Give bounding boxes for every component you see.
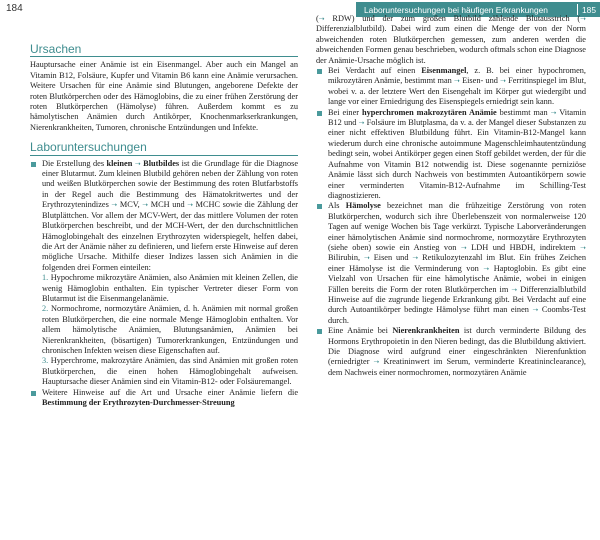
left-page-number: 184 (6, 3, 23, 14)
heading-ursachen: Ursachen (30, 42, 82, 56)
reference-arrow-icon: ➝ (454, 77, 460, 86)
reference-arrow-icon: ➝ (550, 108, 557, 117)
reference-arrow-icon: ➝ (500, 77, 506, 86)
reference-arrow-icon: ➝ (318, 15, 325, 23)
reference-arrow-icon: ➝ (532, 306, 539, 315)
reference-arrow-icon: ➝ (358, 119, 365, 128)
bullet-square-icon (31, 391, 36, 396)
right-column (316, 14, 586, 378)
bullet-haemolyse: Als Hämolyse bezeichnet man die frühzeitige Zerstörung von roten Blutkörperchen, wodurch sich ihre Überlebenszeit von normalerweise 120 Tagen auf wenige Wochen bis Tage verkürzt. Typische Laborveränderungen einer hämolytischen Anämie sind normochrome, normozytäre Erythrozyten (siehe oben) sowie ein Anstieg von ➝ LDH und HBDH, indirektem ➝ Bilirubin, ➝ Eisen und ➝ Retikulozytenzahl im Blut. Ein frühes Zeichen einer Hämolyse ist die Verminderung von ➝ Haptoglobin. Es gibt eine Vielzahl von Ursachen für eine hämolytische Anämie, wobei in einigen Fällen bereits die Form der roten Blutkörperchen im ➝ Differenzialblutbild Hinweise auf die zugrunde liegende Erkrankung gibt. Bei Verdacht auf eine durch Autoantikörper bedingte Hämolyse führt man einen ➝ Coombs-Test durch. (316, 201, 586, 326)
reference-arrow-icon: ➝ (511, 285, 518, 294)
heading-laboruntersuchungen: Laboruntersuchungen (30, 140, 147, 155)
list-number: 3. (42, 356, 49, 366)
section-labor (30, 140, 298, 155)
bullet-square-icon (317, 69, 322, 74)
reference-arrow-icon: ➝ (363, 254, 370, 263)
reference-arrow-icon: ➝ (580, 15, 587, 23)
left-column (30, 22, 298, 408)
bullet-makrozytaere-anaemie: Bei einer hyperchromen makrozytären Anämie bestimmt man ➝ Vitamin B12 und ➝ Folsäure im Blutplasma, da v. a. der Mangel dieser Substanzen zu einer nicht effektiven Blutbildung führt. Ein Vitamin-B12-Mangel kann wiederum durch eine chronische autoimmune Magenschleimhautentzündung bedingt sein, wobei Antikörper gegen einen Stoff gebildet werden, der für die Aufnahme von Vitamin B12 notwendig ist. Diese sogenannte perniziöse Anämie lässt sich durch Nachweis von bestimmten Autoantikörpern sowie einer verminderten Vitamin-B12-Aufnahme im Schilling-Test diagnostizieren. (316, 108, 586, 202)
paragraph-ursachen: Hauptursache einer Anämie ist ein Eisenmangel. Aber auch ein Mangel an Vitamin B12, Folsäure, Kupfer und Vitamin B6 kann eine Anämie verursachen. Weitere Ursachen für eine Anämie sind Blutungen, angeborene Defekte der roten Blutkörperchen oder des Hämoglobins, die zu einer frühen Zerstörung der roten Blutkörperchen (Hämolyse) führen. Außerdem kommt es zu hämolytischen Anämien durch Antikörper, Knochenmarkserkrankungen, Nierenkrankheiten, Tumoren, chronische Entzündungen und Infekte. (30, 60, 298, 132)
section-ursachen (30, 42, 298, 57)
reference-arrow-icon: ➝ (142, 201, 149, 210)
bullet-square-icon (317, 204, 322, 209)
bullet-blutbild: Die Erstellung des kleinen ➝ Blutbildes ist die Grundlage für die Diagnose einer Blutarmut. Zum kleinen Blutbild gehören neben der Zählung von roten und weißen Blutkörperchen sowie der Bestimmung des roten Blutfarbstoffs in der Regel auch die Bestimmung des Hämatokritwertes und der Erythrozytenindizes ➝ MCV, ➝ MCH und ➝ MCHC sowie die Zählung der Blutplättchen. Vor allem der MCV-Wert, der das mittlere Volumen der roten Blutkörperchen beschreibt, und der MCH-Wert, der den durchschnittlichen Hämoglobingehalt des einzelnen Erythrozyten widerspiegelt, helfen dabei, die Art der Anämie näher zu definieren, und liefern erste Hinweise auf deren mögliche Ursache. Mithilfe dieser Indizes lassen sich Anämien in die folgenden drei Formen einteilen: 1. Hypochrome mikrozytäre Anämien, also Anämien mit kleinen Zellen, die wenig Hämoglobin enthalten. Ein typischer Vertreter dieser Form von Blutarmut ist die Eisenmangelanämie. 2. Normochrome, normozytäre Anämien, d. h. Anämien mit normal großen roten Blutkörperchen, die eine normale Menge Hämoglobin enthalten. Vor allem hämolytische Anämien, Blutungsanämien, Anämien bei Nierenkrankheiten, (bösartigen) Tumorerkrankungen, Entzündungen und chronischen Infekten weisen diese Eigenschaften auf. 3. Hyperchrome, makrozytäre Anämien, das sind Anämien mit großen roten Blutkörperchen, die einen hohen Hämoglobingehalt aufweisen. Hauptursache dieser Anämien sind ein Vitamin-B12- oder Folsäuremangel. (30, 159, 298, 388)
bullet-erythrozyten-streuung: Weitere Hinweise auf die Art und Ursache einer Anämie liefern die Bestimmung der Erythrozyten-Durchmesser-Streuung (30, 388, 298, 409)
bullet-square-icon (317, 329, 322, 334)
heading-rule (30, 56, 298, 57)
reference-arrow-icon: ➝ (187, 201, 194, 210)
heading-rule (30, 155, 298, 156)
reference-arrow-icon: ➝ (412, 254, 419, 263)
reference-arrow-icon: ➝ (111, 201, 118, 210)
bullet-square-icon (317, 111, 322, 116)
right-page-number: 185 (582, 4, 596, 15)
chapter-title: Laboruntersuchungen bei häufigen Erkrankungen (364, 4, 548, 15)
list-number: 1. (42, 273, 49, 283)
bullet-square-icon (31, 162, 36, 167)
reference-arrow-icon: ➝ (373, 358, 380, 367)
reference-arrow-icon: ➝ (580, 243, 587, 252)
bullet-eisenmangel: Bei Verdacht auf einen Eisenmangel, z. B. bei einer hypochromen, mikrozytären Anämie, bestimmt man ➝ Eisen- und ➝ Ferritinspiegel im Blut, wobei v. a. der letztere Wert den Eisengehalt im Körper gut wiedergibt und lange vor einer Erniedrigung des Eisenspiegels erniedrigt sein kann. (316, 66, 586, 108)
paragraph-continuation: (➝ RDW) und der zum großen Blutbild zählende Blutausstrich (➝ Differenzialblutbild). Dabei wird zum einen die Menge der von der Norm abweichenden roten Blutkörperchen gemessen, zum anderen werden die abweichenden Formen genau beschrieben, wodurch oftmals schon eine Diagnose der Anämie-Ursache möglich ist. (316, 14, 587, 65)
reference-arrow-icon: ➝ (134, 159, 141, 168)
bullet-nierenkrankheiten: Eine Anämie bei Nierenkrankheiten ist durch verminderte Bildung des Hormons Erythropoietin in den Nieren bedingt, das die Blutbildung aktiviert. Die Diagnose wird aufgrund einer eingeschränkten Nierenfunktion (erniedrigter ➝ Kreatininwert im Serum, verminderte Kreatininclearance), dem Nachweis einer normochromen, normozytären Anämie (316, 326, 586, 378)
reference-arrow-icon: ➝ (460, 243, 467, 252)
list-number: 2. (42, 304, 49, 314)
reference-arrow-icon: ➝ (483, 264, 490, 273)
